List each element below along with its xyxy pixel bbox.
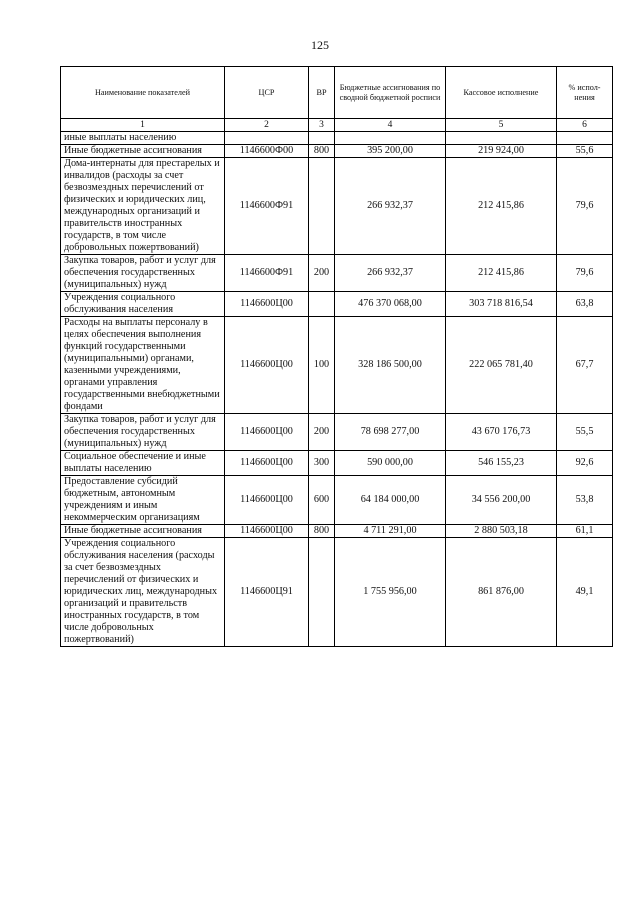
vr-code: [309, 158, 335, 255]
vr-code: 800: [309, 525, 335, 538]
header-cash-execution: Кассовое исполнение: [446, 67, 557, 119]
budget-allocation-value: 78 698 277,00: [335, 414, 446, 451]
header-budget-allocations: Бюджетные ассигнования по сводной бюджетной росписи: [335, 67, 446, 119]
vr-code: [309, 132, 335, 145]
table-row: [61, 317, 613, 414]
table-row: [61, 525, 613, 538]
execution-percent-value: 49,1: [557, 538, 613, 647]
csr-code: 1146600Ц00: [225, 414, 309, 451]
budget-allocation-value: 1 755 956,00: [335, 538, 446, 647]
column-number: 5: [446, 119, 557, 132]
csr-code: 1146600Ц00: [225, 317, 309, 414]
vr-code: 200: [309, 414, 335, 451]
budget-allocation-value: [335, 132, 446, 145]
table-row: [61, 451, 613, 476]
budget-allocation-value: 4 711 291,00: [335, 525, 446, 538]
csr-code: 1146600Ц00: [225, 525, 309, 538]
execution-percent-value: [557, 132, 613, 145]
csr-code: 1146600Ц00: [225, 451, 309, 476]
budget-execution-table: [60, 66, 613, 647]
indicator-name: Иные бюджетные ассигнования: [61, 525, 225, 538]
header-csr: ЦСР: [225, 67, 309, 119]
indicator-name: Закупка товаров, работ и услуг для обеспечения государственных (муниципальных) нужд: [61, 414, 225, 451]
csr-code: [225, 132, 309, 145]
indicator-name: Закупка товаров, работ и услуг для обеспечения государственных (муниципальных) нужд: [61, 255, 225, 292]
column-number: 3: [309, 119, 335, 132]
column-number: 4: [335, 119, 446, 132]
table-row: [61, 255, 613, 292]
cash-execution-value: 546 155,23: [446, 451, 557, 476]
cash-execution-value: [446, 132, 557, 145]
csr-code: 1146600Ц00: [225, 292, 309, 317]
column-number: 1: [61, 119, 225, 132]
budget-allocation-value: 590 000,00: [335, 451, 446, 476]
execution-percent-value: 61,1: [557, 525, 613, 538]
vr-code: 600: [309, 476, 335, 525]
indicator-name: Предоставление субсидий бюджетным, автономным учреждениям и иным некоммерческим организациям: [61, 476, 225, 525]
header-vr: ВР: [309, 67, 335, 119]
table-body: [61, 132, 613, 647]
execution-percent-value: 63,8: [557, 292, 613, 317]
csr-code: 1146600Ф00: [225, 145, 309, 158]
execution-percent-value: 79,6: [557, 158, 613, 255]
indicator-name: иные выплаты населению: [61, 132, 225, 145]
budget-allocation-value: 395 200,00: [335, 145, 446, 158]
table-row: [61, 132, 613, 145]
vr-code: [309, 292, 335, 317]
csr-code: 1146600Ц91: [225, 538, 309, 647]
column-number: 2: [225, 119, 309, 132]
table-row: [61, 158, 613, 255]
table-row: [61, 414, 613, 451]
execution-percent-value: 67,7: [557, 317, 613, 414]
budget-allocation-value: 476 370 068,00: [335, 292, 446, 317]
cash-execution-value: 861 876,00: [446, 538, 557, 647]
execution-percent-value: 92,6: [557, 451, 613, 476]
budget-allocation-value: 64 184 000,00: [335, 476, 446, 525]
header-row: [61, 67, 613, 119]
execution-percent-value: 55,5: [557, 414, 613, 451]
cash-execution-value: 212 415,86: [446, 158, 557, 255]
budget-allocation-value: 266 932,37: [335, 158, 446, 255]
csr-code: 1146600Ф91: [225, 255, 309, 292]
execution-percent-value: 79,6: [557, 255, 613, 292]
indicator-name: Социальное обеспечение и иные выплаты населению: [61, 451, 225, 476]
indicator-name: Дома-интернаты для престарелых и инвалидов (расходы за счет безвозмездных перечислений от физических и юридических лиц, международных организаций и правительств иностранных государств, в том числе добровольных пожертвований): [61, 158, 225, 255]
indicator-name: Иные бюджетные ассигнования: [61, 145, 225, 158]
header-indicator-name: Наименование показателей: [61, 67, 225, 119]
indicator-name: Расходы на выплаты персоналу в целях обеспечения выполнения функций государственными (муниципальными) органами, казенными учреждениями, органами управления государственными внебюджетными фондами: [61, 317, 225, 414]
indicator-name: Учреждения социального обслуживания населения: [61, 292, 225, 317]
cash-execution-value: 34 556 200,00: [446, 476, 557, 525]
vr-code: 100: [309, 317, 335, 414]
cash-execution-value: 222 065 781,40: [446, 317, 557, 414]
budget-allocation-value: 328 186 500,00: [335, 317, 446, 414]
cash-execution-value: 212 415,86: [446, 255, 557, 292]
execution-percent-value: 53,8: [557, 476, 613, 525]
cash-execution-value: 43 670 176,73: [446, 414, 557, 451]
column-number-row: [61, 119, 613, 132]
cash-execution-value: 2 880 503,18: [446, 525, 557, 538]
indicator-name: Учреждения социального обслуживания населения (расходы за счет безвозмездных перечислений от физических и юридических лиц, международных организаций и правительств иностранных государств, в том числе добровольных пожертвований): [61, 538, 225, 647]
vr-code: 200: [309, 255, 335, 292]
cash-execution-value: 303 718 816,54: [446, 292, 557, 317]
vr-code: [309, 538, 335, 647]
table-row: [61, 538, 613, 647]
budget-allocation-value: 266 932,37: [335, 255, 446, 292]
csr-code: 1146600Ц00: [225, 476, 309, 525]
table-row: [61, 292, 613, 317]
table-row: [61, 476, 613, 525]
csr-code: 1146600Ф91: [225, 158, 309, 255]
column-number: 6: [557, 119, 613, 132]
page-number: 125: [311, 38, 329, 52]
execution-percent-value: 55,6: [557, 145, 613, 158]
table-row: [61, 145, 613, 158]
cash-execution-value: 219 924,00: [446, 145, 557, 158]
header-execution-percent: % испол- нения: [557, 67, 613, 119]
vr-code: 300: [309, 451, 335, 476]
vr-code: 800: [309, 145, 335, 158]
